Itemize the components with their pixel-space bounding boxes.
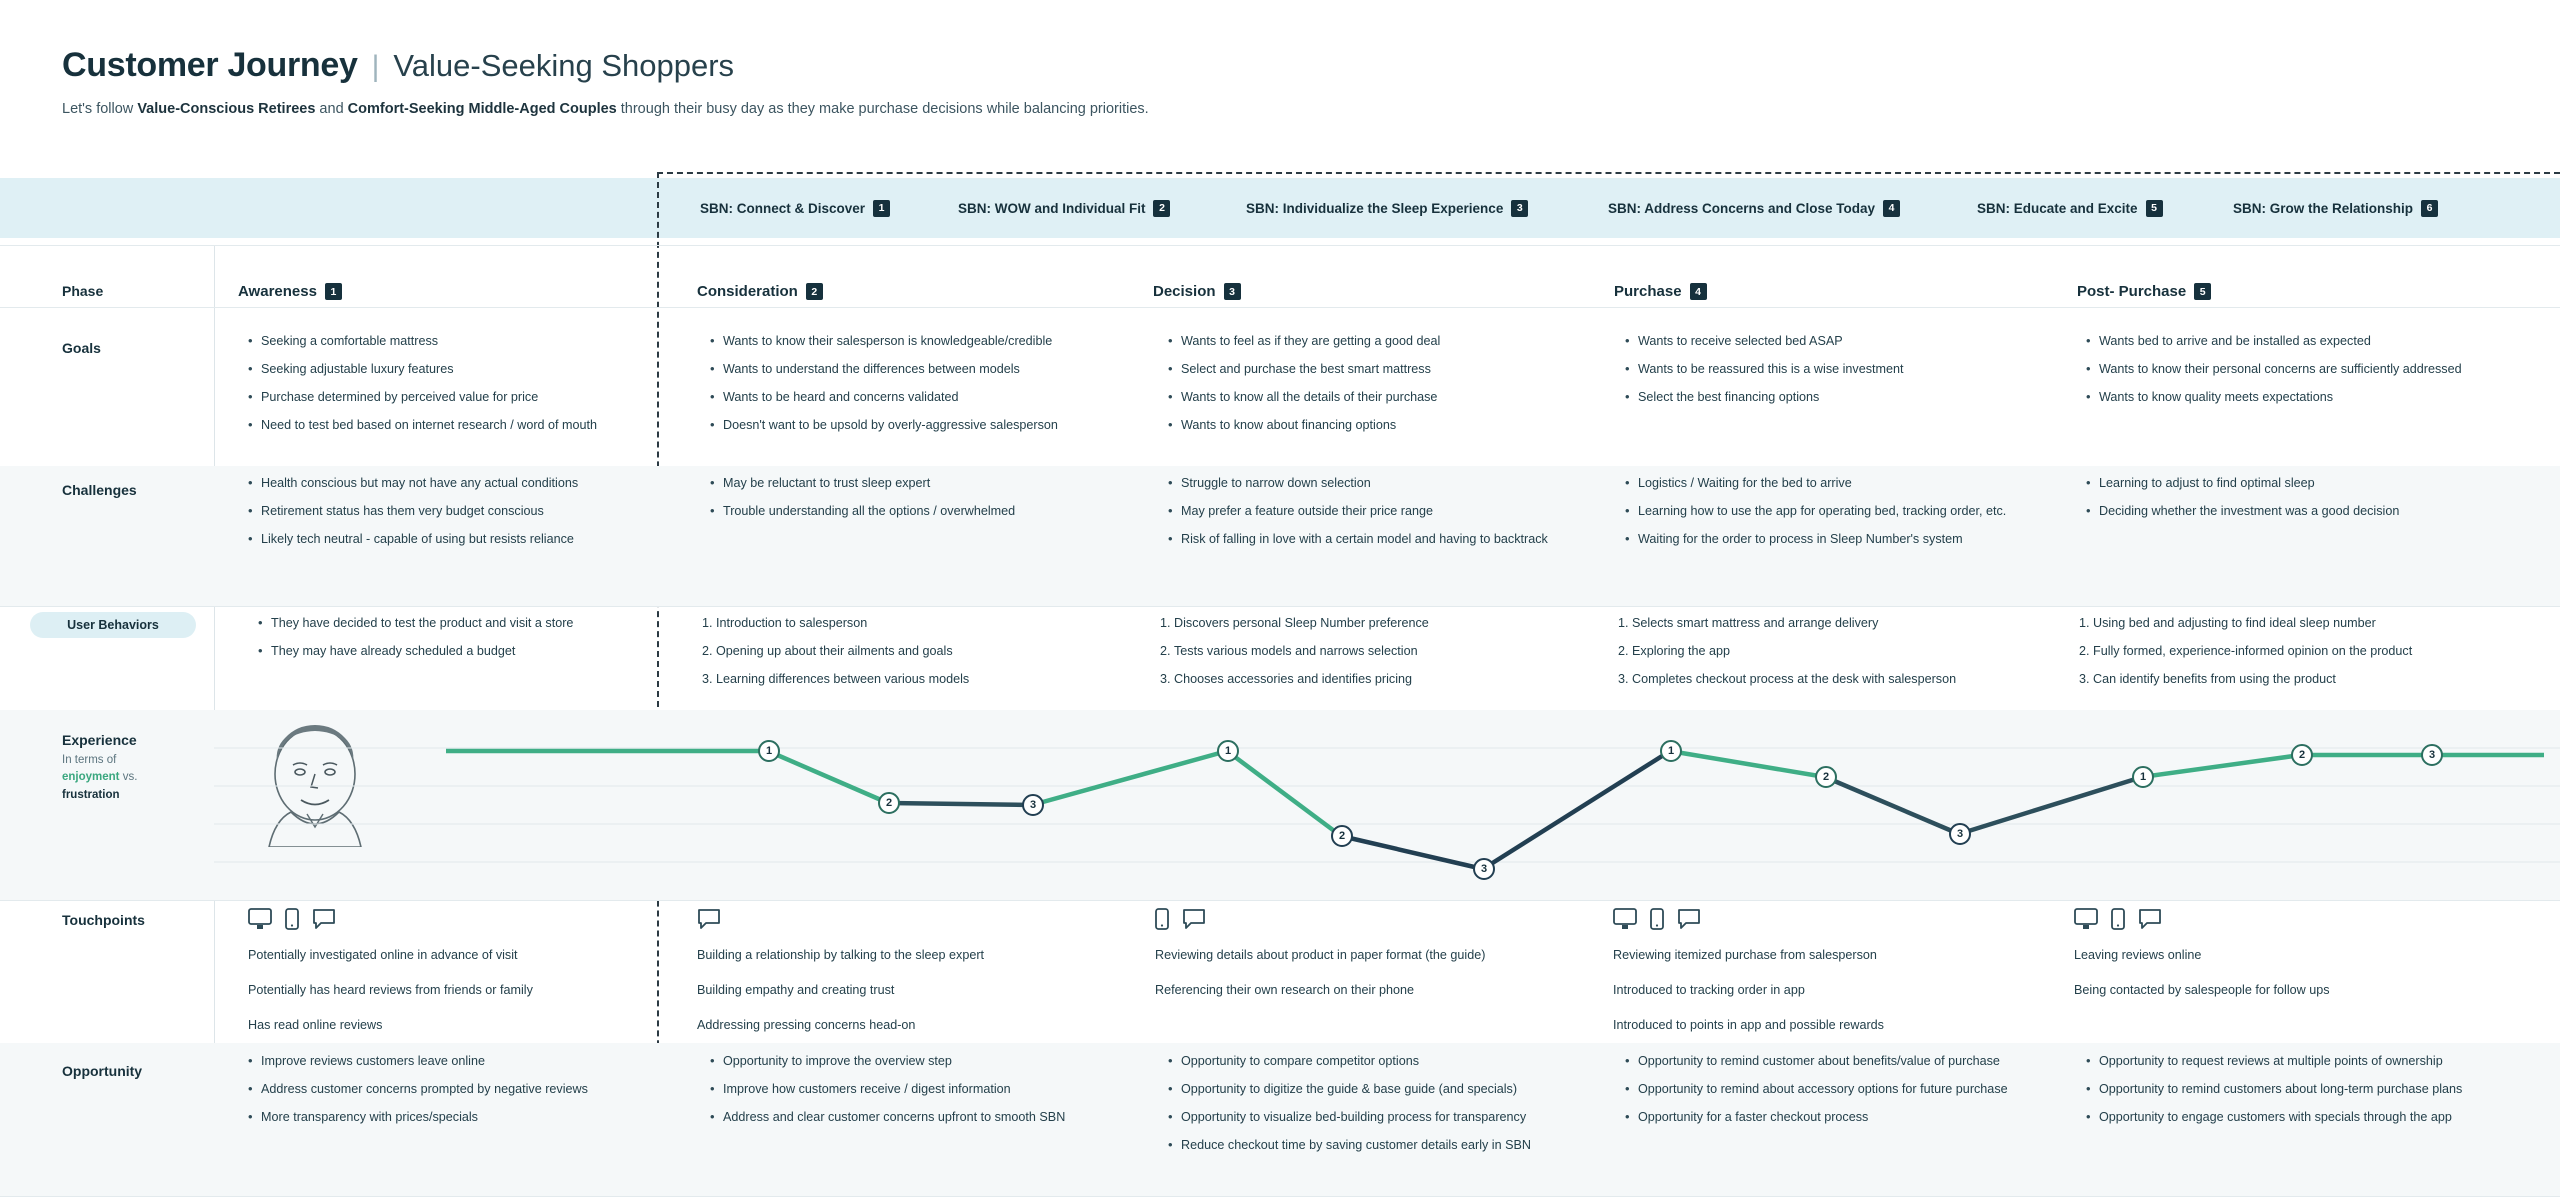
list-item: Potentially has heard reviews from friends or family (248, 983, 533, 997)
title-separator: | (371, 50, 380, 83)
list-item: • They may have already scheduled a budget (258, 643, 678, 660)
page-header (62, 46, 2462, 117)
row-label-experience-sub (62, 752, 137, 804)
experience-point-consideration-2: 2 (878, 792, 900, 814)
phase-post-purchase[interactable] (2077, 283, 2211, 300)
touchpoint-text-awareness (248, 947, 658, 1052)
list-item: 3. Chooses accessories and identifies pricing (1174, 671, 1595, 688)
sbn-stage-1[interactable] (700, 200, 890, 217)
list-item: 2. Exploring the app (1632, 643, 2063, 660)
experience-point-post-1: 1 (2132, 766, 2154, 788)
list-item: • Opportunity to improve the overview step (710, 1053, 1150, 1070)
sbn-stage-4-number: 4 (1883, 200, 1900, 217)
list-item: • Opportunity to digitize the guide & base guide (and specials) (1168, 1081, 1618, 1098)
challenges-post-purchase (2086, 475, 2536, 531)
divider-phase-top (0, 245, 2560, 246)
touchpoint-text-consideration (697, 947, 1127, 1052)
experience-point-purchase-2: 2 (1815, 766, 1837, 788)
list-item: • Wants to know their personal concerns are sufficiently addressed (2086, 361, 2536, 378)
experience-point-purchase-1: 1 (1660, 740, 1682, 762)
page-title (62, 46, 2462, 85)
sbn-stage-3-label: SBN: Individualize the Sleep Experience (1246, 200, 1504, 216)
list-item: Addressing pressing concerns head-on (697, 1018, 916, 1032)
list-item: • Struggle to narrow down selection (1168, 475, 1608, 492)
list-item: • Wants to be reassured this is a wise investment (1625, 361, 2065, 378)
list-item: 1. Discovers personal Sleep Number preference (1174, 615, 1595, 632)
goals-consideration (710, 333, 1130, 445)
phase-purchase[interactable] (1614, 283, 1707, 300)
phase-post-purchase-label: Post- Purchase (2077, 283, 2187, 300)
opportunity-consideration (710, 1053, 1150, 1137)
touchpoint-icons-consideration (697, 908, 721, 930)
list-item: Introduced to points in app and possible rewards (1613, 1018, 1884, 1032)
list-item: • Opportunity to visualize bed-building process for transparency (1168, 1109, 1618, 1126)
list-item: • Risk of falling in love with a certain model and having to backtrack (1168, 531, 1608, 548)
experience-sub-frustration: frustration (62, 788, 120, 801)
list-item: Reviewing itemized purchase from salesperson (1613, 948, 1877, 962)
list-item: Referencing their own research on their phone (1155, 983, 1415, 997)
subtitle-mid: and (315, 101, 348, 117)
touchpoint-text-decision (1155, 947, 1605, 1017)
list-item: • Opportunity to remind customer about benefits/value of purchase (1625, 1053, 2085, 1070)
phone-icon[interactable] (2111, 908, 2125, 930)
phase-post-purchase-number: 5 (2194, 283, 2211, 300)
list-item: • Wants to feel as if they are getting a good deal (1168, 333, 1598, 350)
sbn-stage-2-number: 2 (1153, 200, 1170, 217)
subtitle-persona-2: Comfort-Seeking Middle-Aged Couples (347, 101, 617, 117)
challenges-purchase (1625, 475, 2075, 559)
list-item: • May be reluctant to trust sleep expert (710, 475, 1130, 492)
experience-point-decision-1: 1 (1217, 740, 1239, 762)
phase-consideration[interactable] (697, 283, 823, 300)
sbn-stage-1-number: 1 (873, 200, 890, 217)
opportunity-decision (1168, 1053, 1618, 1165)
sbn-stage-6-label: SBN: Grow the Relationship (2233, 200, 2414, 216)
list-item: Has read online reviews (248, 1018, 383, 1032)
list-item: • Address customer concerns prompted by negative reviews (248, 1081, 678, 1098)
list-item: • Improve how customers receive / digest information (710, 1081, 1150, 1098)
sbn-stage-6-number: 6 (2421, 200, 2438, 217)
goals-purchase (1625, 333, 2065, 417)
sbn-stage-3-number: 3 (1511, 200, 1528, 217)
list-item: 3. Completes checkout process at the desk with salesperson (1632, 671, 2063, 688)
list-item: • Learning how to use the app for operating bed, tracking order, etc. (1625, 503, 2075, 520)
experience-point-decision-3: 3 (1473, 858, 1495, 880)
divider-challenges-bottom (0, 606, 2560, 607)
chat-icon[interactable] (1677, 908, 1701, 930)
list-item: 1. Selects smart mattress and arrange delivery (1632, 615, 2063, 632)
divider-experience-bottom (0, 900, 2560, 901)
list-item: • Purchase determined by perceived value for price (248, 389, 668, 406)
behaviors-post-purchase (2074, 615, 2534, 699)
list-item: • Opportunity to remind about accessory options for future purchase (1625, 1081, 2085, 1098)
row-label-experience (62, 732, 137, 804)
list-item: Being contacted by salespeople for follow ups (2074, 983, 2330, 997)
experience-point-awareness-1: 1 (758, 740, 780, 762)
list-item: Building empathy and creating trust (697, 983, 895, 997)
phase-consideration-number: 2 (806, 283, 823, 300)
sbn-stage-2[interactable] (958, 200, 1170, 217)
list-item: 3. Can identify benefits from using the product (2093, 671, 2534, 688)
sbn-stage-4[interactable] (1608, 200, 1900, 217)
opportunity-awareness (248, 1053, 678, 1137)
experience-point-post-3: 3 (2421, 744, 2443, 766)
monitor-icon[interactable] (248, 908, 272, 930)
behaviors-purchase (1613, 615, 2063, 699)
list-item: • Opportunity to request reviews at multiple points of ownership (2086, 1053, 2556, 1070)
list-item: • Opportunity to engage customers with specials through the app (2086, 1109, 2556, 1126)
phone-icon[interactable] (1650, 908, 1664, 930)
list-item: • Reduce checkout time by saving customer details early in SBN (1168, 1137, 1618, 1154)
list-item: • Seeking a comfortable mattress (248, 333, 668, 350)
title-subject: Value-Seeking Shoppers (393, 48, 735, 83)
divider-phase-bottom (0, 307, 2560, 308)
list-item: • Select the best financing options (1625, 389, 2065, 406)
chat-icon[interactable] (2138, 908, 2162, 930)
touchpoint-icons-purchase (1613, 908, 1701, 930)
list-item: • Opportunity to compare competitor options (1168, 1053, 1618, 1070)
phase-purchase-number: 4 (1690, 283, 1707, 300)
chat-icon[interactable] (312, 908, 336, 930)
behaviors-decision (1155, 615, 1595, 699)
list-item: • Learning to adjust to find optimal sleep (2086, 475, 2536, 492)
sbn-stage-5-label: SBN: Educate and Excite (1977, 200, 2138, 216)
list-item: Potentially investigated online in advance of visit (248, 948, 518, 962)
experience-point-post-2: 2 (2291, 744, 2313, 766)
experience-point-consideration-3: 3 (1022, 794, 1044, 816)
phase-consideration-label: Consideration (697, 283, 798, 300)
sbn-stage-2-label: SBN: WOW and Individual Fit (958, 200, 1146, 216)
list-item: • Wants to be heard and concerns validated (710, 389, 1130, 406)
phase-awareness-label: Awareness (238, 283, 317, 300)
list-item: • Trouble understanding all the options / overwhelmed (710, 503, 1130, 520)
phase-decision[interactable] (1153, 283, 1241, 300)
list-item: • Address and clear customer concerns upfront to smooth SBN (710, 1109, 1150, 1126)
phase-decision-label: Decision (1153, 283, 1216, 300)
touchpoint-text-purchase (1613, 947, 2063, 1052)
row-label-goals: Goals (62, 340, 101, 356)
experience-point-decision-2: 2 (1331, 825, 1353, 847)
list-item: • Need to test bed based on internet research / word of mouth (248, 417, 668, 434)
list-item: • Opportunity for a faster checkout process (1625, 1109, 2085, 1126)
monitor-icon[interactable] (2074, 908, 2098, 930)
row-label-experience-title: Experience (62, 732, 137, 748)
challenges-consideration (710, 475, 1130, 531)
touchpoint-icons-post-purchase (2074, 908, 2162, 930)
touchpoint-icons-decision (1155, 908, 1206, 930)
list-item: • Deciding whether the investment was a good decision (2086, 503, 2536, 520)
list-item: Leaving reviews online (2074, 948, 2202, 962)
touchpoint-icons-awareness (248, 908, 336, 930)
list-item: • Retirement status has them very budget conscious (248, 503, 668, 520)
subtitle-pre: Let's follow (62, 101, 138, 117)
phone-icon[interactable] (1155, 908, 1169, 930)
behaviors-consideration (697, 615, 1127, 699)
list-item: • Wants to receive selected bed ASAP (1625, 333, 2065, 350)
list-item: • Wants to understand the differences between models (710, 361, 1130, 378)
sbn-stage-6[interactable] (2233, 200, 2438, 217)
experience-point-purchase-3: 3 (1949, 823, 1971, 845)
list-item: 2. Tests various models and narrows selection (1174, 643, 1595, 660)
list-item: 2. Fully formed, experience-informed opinion on the product (2093, 643, 2534, 660)
goals-awareness (248, 333, 668, 445)
list-item: • Wants to know all the details of their purchase (1168, 389, 1598, 406)
row-label-touchpoints: Touchpoints (62, 912, 145, 928)
list-item: • Wants to know their salesperson is knowledgeable/credible (710, 333, 1130, 350)
row-label-opportunity: Opportunity (62, 1063, 143, 1079)
challenges-decision (1168, 475, 1608, 559)
goals-post-purchase (2086, 333, 2536, 417)
experience-sub-line1: In terms of (62, 754, 117, 766)
list-item: 3. Learning differences between various models (716, 671, 1127, 688)
sbn-stage-5[interactable] (1977, 200, 2163, 217)
behaviors-awareness (258, 615, 678, 671)
sbn-stage-1-label: SBN: Connect & Discover (700, 200, 866, 216)
list-item: • Improve reviews customers leave online (248, 1053, 678, 1070)
list-item: • Select and purchase the best smart mattress (1168, 361, 1598, 378)
subtitle-persona-1: Value-Conscious Retirees (137, 101, 316, 117)
chat-icon[interactable] (1182, 908, 1206, 930)
row-label-user-behaviors: User Behaviors (30, 612, 196, 638)
list-item: • Wants to know quality meets expectations (2086, 389, 2536, 406)
list-item: • They have decided to test the product and visit a store (258, 615, 678, 632)
sbn-stage-5-number: 5 (2146, 200, 2163, 217)
list-item: 2. Opening up about their ailments and goals (716, 643, 1127, 660)
row-label-phase: Phase (62, 283, 104, 299)
phase-awareness-number: 1 (325, 283, 342, 300)
phone-icon[interactable] (285, 908, 299, 930)
list-item: • Waiting for the order to process in Sleep Number's system (1625, 531, 2075, 548)
sbn-stage-4-label: SBN: Address Concerns and Close Today (1608, 200, 1876, 216)
phase-awareness[interactable] (238, 283, 342, 300)
subtitle-post: through their busy day as they make purchase decisions while balancing priorities. (616, 101, 1149, 117)
sbn-stage-list (0, 178, 2560, 238)
list-item: • Opportunity to remind customers about long-term purchase plans (2086, 1081, 2556, 1098)
goals-decision (1168, 333, 1598, 445)
list-item: • Logistics / Waiting for the bed to arrive (1625, 475, 2075, 492)
experience-sub-enjoyment: enjoyment (62, 771, 120, 784)
phase-decision-number: 3 (1224, 283, 1241, 300)
phase-purchase-label: Purchase (1614, 283, 1682, 300)
opportunity-post-purchase (2086, 1053, 2556, 1137)
list-item: Building a relationship by talking to the sleep expert (697, 948, 985, 962)
list-item: • Wants bed to arrive and be installed as expected (2086, 333, 2536, 350)
list-item: • More transparency with prices/specials (248, 1109, 678, 1126)
list-item: Introduced to tracking order in app (1613, 983, 1805, 997)
experience-chart (214, 710, 2560, 900)
list-item: 1. Using bed and adjusting to find ideal sleep number (2093, 615, 2534, 632)
page-subtitle (62, 101, 2462, 117)
chat-icon[interactable] (697, 908, 721, 930)
list-item: 1. Introduction to salesperson (716, 615, 1127, 632)
opportunity-purchase (1625, 1053, 2085, 1137)
list-item: • Doesn't want to be upsold by overly-aggressive salesperson (710, 417, 1130, 434)
list-item: Reviewing details about product in paper format (the guide) (1155, 948, 1486, 962)
challenges-awareness (248, 475, 668, 559)
experience-sub-vs: vs. (119, 771, 138, 784)
list-item: • Seeking adjustable luxury features (248, 361, 668, 378)
list-item: • Likely tech neutral - capable of using but resists reliance (248, 531, 668, 548)
list-item: • Wants to know about financing options (1168, 417, 1598, 434)
title-main: Customer Journey (62, 46, 358, 84)
divider-opportunity-bottom (0, 1196, 2560, 1197)
list-item: • May prefer a feature outside their price range (1168, 503, 1608, 520)
touchpoint-text-post-purchase (2074, 947, 2524, 1017)
monitor-icon[interactable] (1613, 908, 1637, 930)
sbn-stage-3[interactable] (1246, 200, 1528, 217)
row-label-challenges: Challenges (62, 482, 137, 498)
list-item: • Health conscious but may not have any actual conditions (248, 475, 668, 492)
